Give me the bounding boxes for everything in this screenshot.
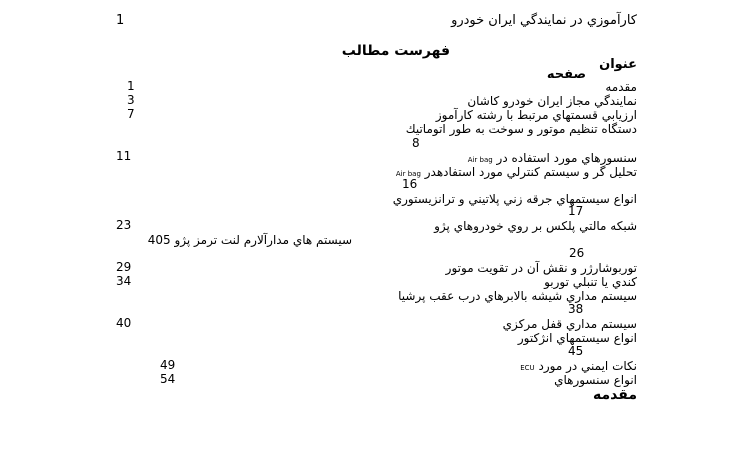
toc-entry-page: 23 [116, 218, 132, 232]
toc-entry-page: 26 [569, 246, 585, 260]
toc-entry-title [468, 152, 637, 164]
toc-entry-title: ارزيابي قسمتهاي مرتبط با رشته كارآموز [435, 108, 637, 122]
toc-entry-page: 38 [568, 302, 584, 316]
toc-entry-title: انواع سنسورهاي [554, 373, 637, 387]
toc-entry-title: انواع سيستمهاي انژكتور [517, 331, 637, 345]
toc-entry-latin: Air bag [395, 170, 421, 178]
toc-entry-page: 16 [402, 177, 418, 191]
toc-entry-title: شبكه مالتي پلكس بر روي خودروهاي پژو [434, 219, 637, 233]
toc-entry-title: دستگاه تنظيم موتور و سوخت به طور اتوماتيك [405, 122, 637, 136]
header-page-number: 1 [116, 13, 125, 28]
toc-entry-latin: ECU [520, 364, 535, 372]
toc-entry-text: نكات ايمني در مورد [538, 359, 637, 373]
toc-entry-page: 54 [160, 372, 176, 386]
toc-entry-page: 1 [127, 79, 135, 93]
toc-column-page: صفحه [546, 67, 586, 82]
toc-entry-page: 8 [412, 136, 420, 150]
toc-entry-text: تحليل گر و سيستم كنترلي مورد استفادهدر [424, 165, 637, 179]
toc-entry-page: 45 [568, 344, 584, 358]
toc-entry-title: سيستم هاي مدارآلارم لنت ترمز پژو 405 [147, 233, 352, 247]
toc-entry-page: 29 [116, 260, 132, 274]
toc-entry-text: سنسورهاي مورد استفاده در [496, 151, 637, 165]
toc-heading: فهرست مطالب [341, 43, 450, 59]
toc-entry-page: 17 [568, 204, 584, 218]
toc-entry-title [396, 166, 637, 178]
toc-entry-page: 3 [127, 93, 135, 107]
toc-entry-title [520, 360, 637, 372]
toc-entry-title: سيستم مداري قفل مركزي [502, 317, 637, 331]
toc-entry-title: نمايندگي مجاز ايران خودرو كاشان [467, 94, 637, 108]
toc-entry-title: كندي يا تنبلي توربو [544, 275, 637, 289]
toc-entry-page: 40 [116, 316, 132, 330]
toc-entry-page: 11 [116, 149, 132, 163]
toc-entry-page: 7 [127, 107, 135, 121]
toc-entry-title: توربوشارژر و نقش آن در تقويت موتور [445, 261, 637, 275]
toc-entry-title: انواع سيستمهاي جرقه زني پلاتيني و ترانزيستوري [392, 192, 637, 206]
toc-entry-title: سيستم مداري شيشه بالابرهاي درب عقب پرشيا [398, 289, 637, 303]
toc-column-title: عنوان [599, 57, 637, 72]
toc-entry-page: 34 [116, 274, 132, 288]
toc-entry-page: 49 [160, 358, 176, 372]
toc-entry-latin: Air bag [467, 156, 493, 164]
header-title: کارآموزي در نمايندگي ايران خودرو [451, 13, 637, 28]
toc-entry-title: مقدمه [605, 80, 637, 94]
section-heading: مقدمه [593, 387, 637, 403]
